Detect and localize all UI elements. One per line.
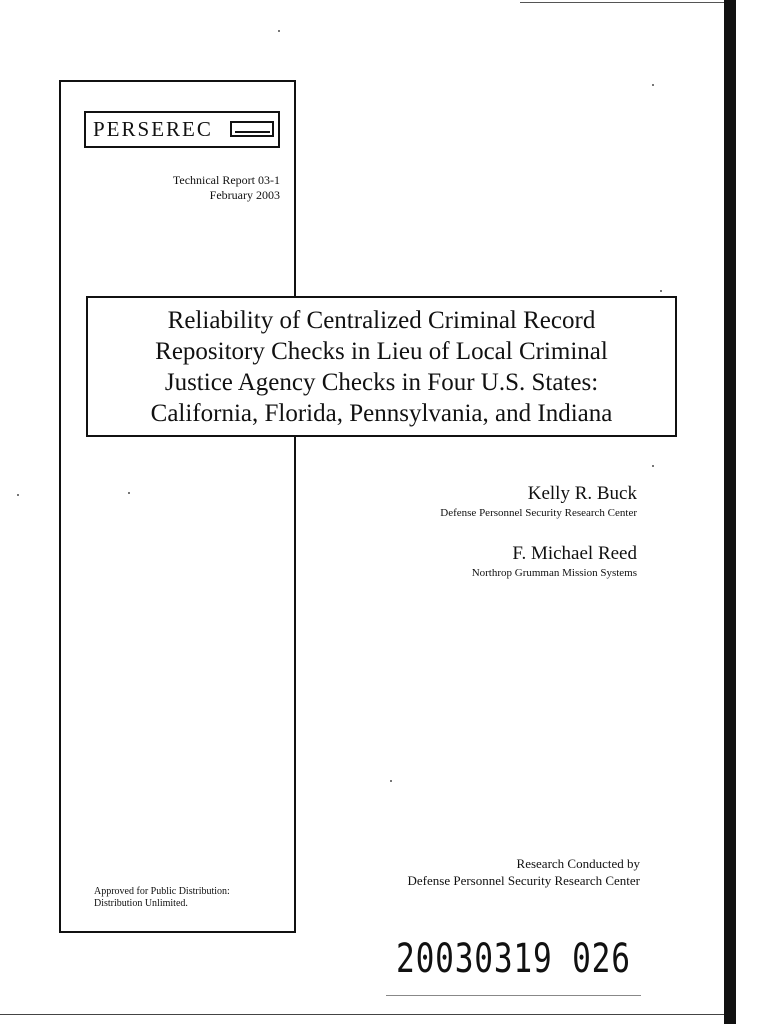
distribution-line: Distribution Unlimited. <box>94 898 188 909</box>
title-line: California, Florida, Pennsylvania, and Indiana <box>150 399 613 427</box>
author-affiliation: Defense Personnel Security Research Center <box>440 507 637 519</box>
title-line: Justice Agency Checks in Four U.S. States: <box>164 368 599 396</box>
scan-speck <box>17 494 19 496</box>
research-line: Research Conducted by <box>516 856 640 871</box>
perserec-logo <box>84 111 280 148</box>
author-name: Kelly R. Buck <box>527 483 637 504</box>
scan-edge-right <box>724 0 736 1024</box>
logo-text: PERSEREC <box>93 117 213 141</box>
authors-block <box>340 482 637 602</box>
title-line: Reliability of Centralized Criminal Record <box>167 306 596 334</box>
report-date: February 2003 <box>209 188 280 202</box>
distribution-line: Approved for Public Distribution: <box>94 886 230 897</box>
title-line: Repository Checks in Lieu of Local Criminal <box>155 337 608 365</box>
scan-speck <box>652 465 654 467</box>
scan-speck <box>660 290 662 292</box>
scan-speck <box>278 30 280 32</box>
perserec-logo-mark-icon <box>230 121 274 137</box>
author-affiliation: Northrop Grumman Mission Systems <box>471 567 637 579</box>
scan-edge-bottom <box>0 1014 724 1015</box>
research-credit <box>330 855 640 889</box>
left-column-frame <box>59 80 296 933</box>
scan-speck <box>652 84 654 86</box>
research-organization: Defense Personnel Security Research Center <box>407 873 640 888</box>
title-box <box>86 296 677 437</box>
scan-speck <box>128 492 130 494</box>
author-name: F. Michael Reed <box>512 543 637 564</box>
top-edge-rule <box>520 2 724 3</box>
accession-underline <box>386 995 641 996</box>
scan-speck <box>390 780 392 782</box>
distribution-statement <box>94 886 294 910</box>
report-info <box>100 173 280 203</box>
accession-number: 20030319 026 <box>396 936 631 982</box>
report-number: Technical Report 03-1 <box>172 173 280 187</box>
